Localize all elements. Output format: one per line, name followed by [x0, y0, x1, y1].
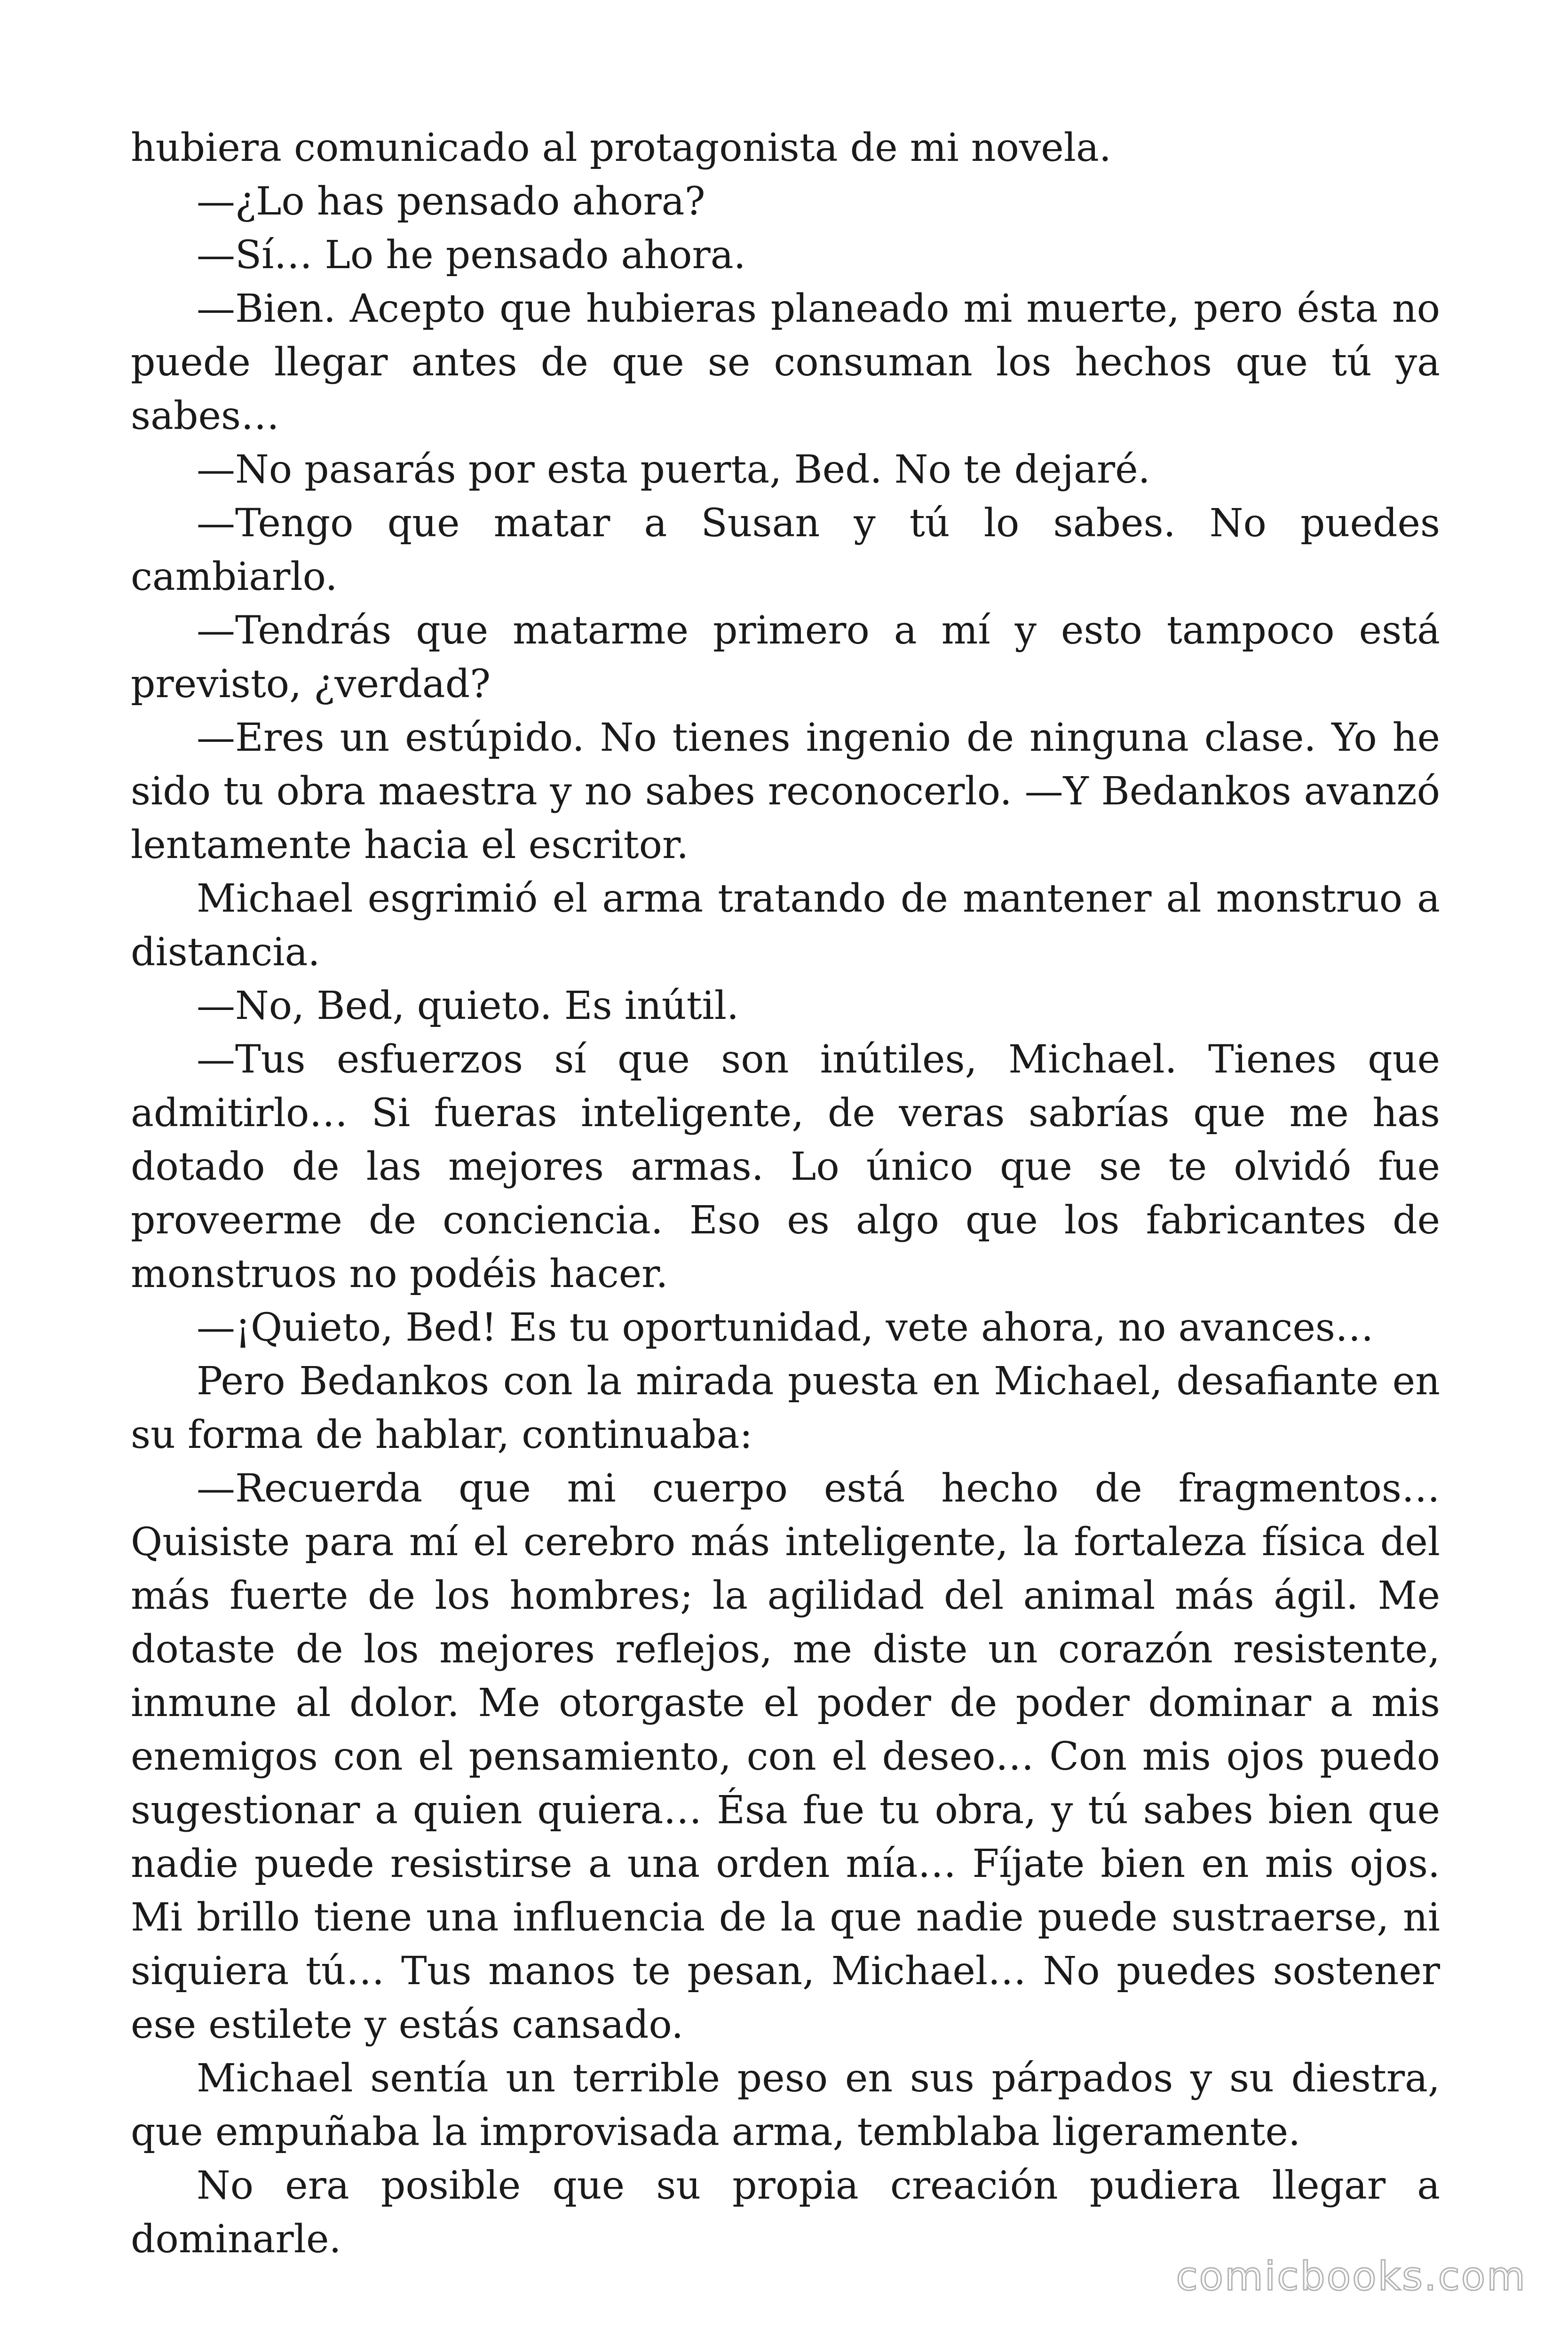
paragraph: —Tus esfuerzos sí que son inútiles, Michael. Tienes que admitirlo… Si fueras inteligente, de veras sabrías que me has dotado de las mejores armas. Lo único que se te olvidó fue proveerme de conciencia. Eso es algo que los fabricantes de monstruos no podéis hacer.	[131, 1037, 1440, 1296]
paragraph: —No pasarás por esta puerta, Bed. No te dejaré.	[197, 447, 1150, 492]
paragraph: No era posible que su propia creación pudiera llegar a dominarle.	[131, 2163, 1440, 2262]
watermark: comicbooks.com	[1176, 2253, 1527, 2299]
paragraph: —Eres un estúpido. No tienes ingenio de ninguna clase. Yo he sido tu obra maestra y no sabes reconocerlo. —Y Bedankos avanzó lentamente hacia el escritor.	[131, 715, 1440, 867]
paragraph: Pero Bedankos con la mirada puesta en Michael, desafiante en su forma de hablar, continuaba:	[131, 1359, 1440, 1457]
paragraph: —Bien. Acepto que hubieras planeado mi muerte, pero ésta no puede llegar antes de que se consuman los hechos que tú ya sabes…	[131, 286, 1440, 438]
paragraph: Michael esgrimió el arma tratando de mantener al monstruo a distancia.	[131, 876, 1440, 975]
paragraph: —Tengo que matar a Susan y tú lo sabes. No puedes cambiarlo.	[131, 501, 1440, 599]
paragraph: —¿Lo has pensado ahora?	[197, 179, 705, 224]
page-body-text	[131, 121, 1440, 2266]
paragraph: —¡Quieto, Bed! Es tu oportunidad, vete ahora, no avances…	[197, 1305, 1374, 1350]
paragraph: —Tendrás que matarme primero a mí y esto tampoco está previsto, ¿verdad?	[131, 608, 1440, 707]
paragraph: —No, Bed, quieto. Es inútil.	[197, 984, 739, 1028]
paragraph: —Recuerda que mi cuerpo está hecho de fragmentos… Quisiste para mí el cerebro más inteligente, la fortaleza física del más fuerte de los hombres; la agilidad del animal más ágil. Me dotaste de los mejores reflejos, me diste un corazón resistente, inmune al dolor. Me otorgaste el poder de poder dominar a mis enemigos con el pensamiento, con el deseo… Con mis ojos puedo sugestionar a quien quiera… Ésa fue tu obra, y tú sabes bien que nadie puede resistirse a una orden mía… Fíjate bien en mis ojos. Mi brillo tiene una influencia de la que nadie puede sustraerse, ni siquiera tú… Tus manos te pesan, Michael… No puedes sostener ese estilete y estás cansado.	[131, 1466, 1440, 2047]
paragraph: hubiera comunicado al protagonista de mi novela.	[131, 126, 1111, 170]
paragraph: Michael sentía un terrible peso en sus párpados y su diestra, que empuñaba la improvisada arma, temblaba ligeramente.	[131, 2056, 1440, 2154]
paragraph: —Sí… Lo he pensado ahora.	[197, 233, 746, 278]
